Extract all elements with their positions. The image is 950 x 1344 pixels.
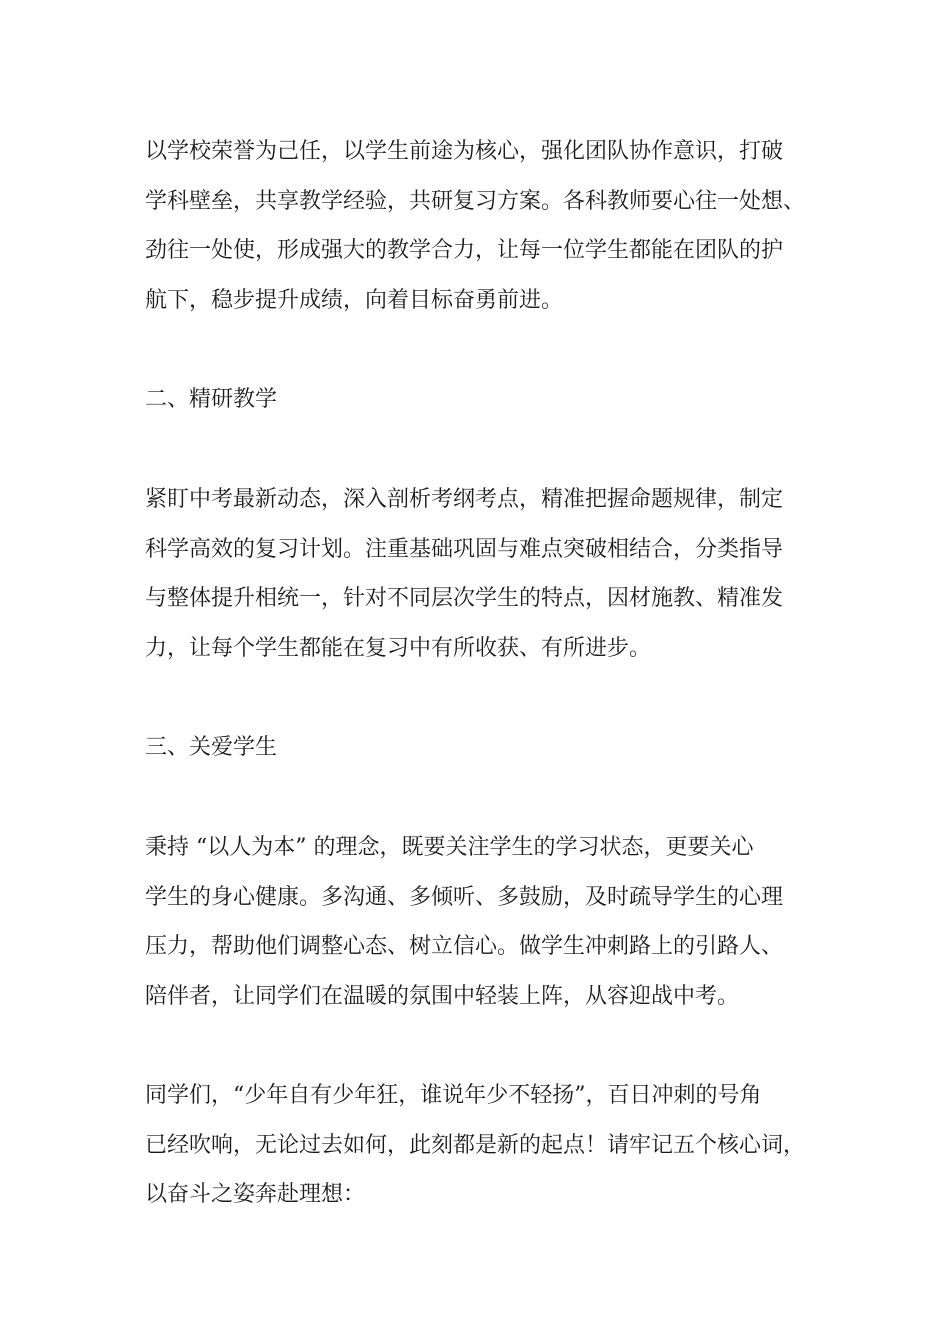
text-line: 学科壁垒，共享教学经验，共研复习方案。各科教师要心往一处想、 <box>145 188 806 214</box>
text-line: 已经吹响，无论过去如何，此刻都是新的起点！请牢记五个核心词， <box>145 1132 806 1158</box>
section-heading-2: 二、精研教学 <box>145 387 278 412</box>
section-heading-3: 三、关爱学生 <box>145 735 278 760</box>
paragraph-teaching-research <box>145 475 825 673</box>
text-line: 秉持 “以人为本” 的理念，既要关注学生的学习状态，更要关心 <box>145 835 754 860</box>
text-line: 航下，稳步提升成绩，向着目标奋勇前进。 <box>145 287 564 313</box>
text-line: 陪伴者，让同学们在温暖的氛围中轻装上阵，从容迎战中考。 <box>145 983 740 1009</box>
text-line: 与整体提升相统一，针对不同层次学生的特点，因材施教、精准发 <box>145 586 784 611</box>
paragraph-student-care <box>145 823 825 1021</box>
text-line: 以学校荣誉为己任，以学生前途为核心，强化团队协作意识，打破 <box>145 139 784 164</box>
paragraph-team-collaboration <box>145 127 825 325</box>
text-line: 劲往一处使，形成强大的教学合力，让每一位学生都能在团队的护 <box>145 238 784 263</box>
text-line: 以奋斗之姿奔赴理想： <box>145 1182 366 1207</box>
paragraph-student-address <box>145 1071 825 1220</box>
text-line: 压力，帮助他们调整心态、树立信心。做学生冲刺路上的引路人、 <box>145 934 784 959</box>
text-line: 同学们，“少年自有少年狂，谁说年少不轻扬”，百日冲刺的号角 <box>145 1083 762 1108</box>
text-line: 力，让每个学生都能在复习中有所收获、有所进步。 <box>145 635 652 661</box>
text-line: 科学高效的复习计划。注重基础巩固与难点突破相结合，分类指导 <box>145 536 784 562</box>
text-line: 紧盯中考最新动态，深入剖析考纲考点，精准把握命题规律，制定 <box>145 487 784 512</box>
text-line: 学生的身心健康。多沟通、多倾听、多鼓励，及时疏导学生的心理 <box>145 884 784 910</box>
